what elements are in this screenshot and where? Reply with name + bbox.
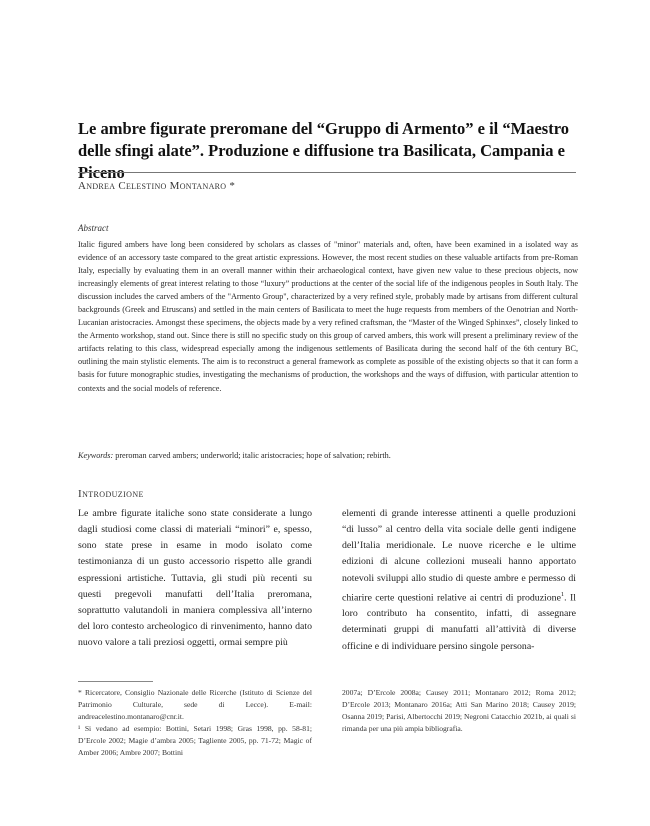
footnote-divider bbox=[78, 681, 153, 682]
footnotes-left bbox=[78, 687, 312, 758]
article-title: Le ambre figurate preromane del “Gruppo di Armento” e il “Maestro delle sfingi alate”. Produzione e diffusione tra Basilicata, Campania e Piceno bbox=[78, 119, 569, 182]
keywords-text: preroman carved ambers; underworld; italic aristocracies; hope of salvation; rebirth. bbox=[113, 451, 391, 460]
author-name: Andrea Celestino Montanaro * bbox=[78, 180, 236, 192]
footnote-marker[interactable]: 1 bbox=[560, 590, 565, 598]
abstract-heading: Abstract bbox=[78, 223, 109, 233]
footnote-affiliation: * Ricercatore, Consiglio Nazionale delle Ricerche (Istituto di Scienze del Patrimonio Culturale, sede di Lecce). E-mail: andreacelestino.montanaro@cnr.it. bbox=[78, 688, 312, 721]
body-right-text-2: . Il loro contributo ha consentito, infatti, di assegnare determinati gruppi di manufatti all’attività di diverse officine e di individuare persino singole persona- bbox=[342, 592, 576, 652]
body-column-left: Le ambre figurate italiche sono state considerate a lungo dagli studiosi come classi di materiali “minori” e, spesso, sono state prese in esame in modo isolato come testimonianza di un gusto accessorio rispetto alle grandi espressioni artistiche. Tuttavia, gli studi più recenti su questi pregevoli manufatti dell’Italia preromana, soprattutto valutandoli in maniera complessiva all’interno del loro contesto archeologico di rinvenimento, hanno dato nuovo valore a tali preziosi oggetti, ormai sempre più bbox=[78, 508, 312, 649]
section-heading: Introduzione bbox=[78, 488, 144, 500]
footnote-1-continued: 2007a; D’Ercole 2008a; Causey 2011; Montanaro 2012; Roma 2012; D’Ercole 2013; Montanaro 2016a; Atti San Marino 2018; Causey 2019; Osanna 2019; Parisi, Albertocchi 2019; Negroni Catacchio 2021b, ai quali si rimanda per una più ampia bibliografia. bbox=[342, 688, 576, 733]
abstract-text: Italic figured ambers have long been considered by scholars as classes of "minor" materials and, often, have been examined in a isolated way as evidence of an accessory taste compared to the great artistic expressions. However, the most recent studies on these valuable artifacts from pre-Roman Italy, especially by evaluating them in an overall manner within their archaeological context, have given new value to these precious objects, now increasingly elements of great interest relating to those “luxury” productions at the center of the social life of the indigenous peoples in South Italy. The discussion includes the carved ambers of the "Armento Group", characterized by a very refined style, probably made by artisans from different cultural backgrounds (Greek and Etruscans) and settled in the main centers of Basilicata to meet the huge requests from members of the Oenotrian and North-Lucanian aristocracies. Amongst these specimens, the objects made by a very refined craftsman, the “Master of the Winged Sphinxes”, closely linked to the Armento workshop, stand out. Since there is still no specific study on this group of carved ambers, this work will present a preliminary review of the artifacts relating to this class, widespread especially among the indigenous settlements of Basilicata during the second half of the 6th century BC, outlining the main stylistic elements. The aim is to reconstruct a general framework as complete as possible of the existing objects so that it can form a basis for future monographic studies, investigating the mechanisms of production, the workshops and the ways of diffusion, with particular attention to contexts and the social models of reference. bbox=[78, 240, 578, 393]
title-divider bbox=[78, 172, 576, 173]
footnote-1: ¹ Si vedano ad esempio: Bottini, Setari 1998; Gras 1998, pp. 58-81; D’Ercole 2002; Magie d’ambra 2005; Tagliente 2005, pp. 71-72; Magic of Amber 2006; Ambre 2007; Bottini bbox=[78, 723, 312, 757]
keywords-line bbox=[78, 449, 578, 462]
body-right-text-1: elementi di grande interesse attinenti a quelle produzioni “di lusso” al centro della vita sociale delle genti indigene dell’Italia meridionale. Le nuove ricerche e le ultime edizioni di alcune collezioni museali hanno apportato notevoli sviluppi allo studio di queste ambre e permesso di chiarire certe questioni relative ai centri di produzione bbox=[342, 508, 576, 604]
body-column-right bbox=[342, 506, 576, 655]
footnotes-right bbox=[342, 687, 576, 735]
keywords-label: Keywords: bbox=[78, 451, 114, 460]
